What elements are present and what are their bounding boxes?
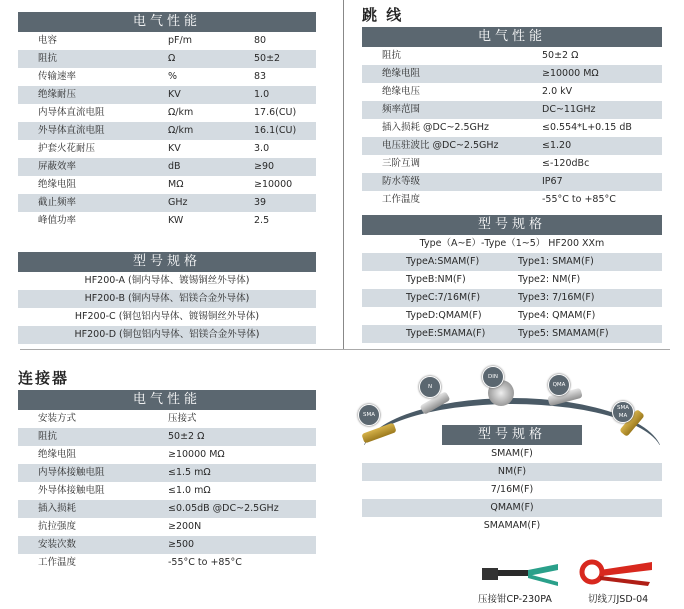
connector-param-value: ≤1.0 mΩ: [168, 485, 211, 496]
jumper-type-left: TypeD:QMAM(F): [406, 310, 482, 321]
cable-model-row: [18, 308, 316, 326]
jumper-electrical-row: [362, 173, 662, 191]
jumper-type-right: Type2: NM(F): [518, 274, 581, 285]
cable-electrical-header: 电气性能: [18, 12, 316, 32]
connector-electrical-row: [18, 554, 316, 572]
connector-model-header: 型号规格: [442, 425, 582, 445]
jumper-param-name: 阻抗: [382, 50, 402, 61]
cable-param-name: 电容: [38, 35, 58, 46]
jumper-param-name: 绝缘电阻: [382, 68, 421, 79]
connector-electrical-table: [18, 410, 316, 572]
cable-param-unit: KW: [168, 215, 184, 226]
cable-param-value: 83: [254, 71, 267, 82]
vertical-divider: [343, 0, 344, 350]
cable-electrical-row: [18, 32, 316, 50]
cable-model-row: [18, 272, 316, 290]
qma-badge: QMA: [548, 374, 570, 396]
cable-param-name: 截止频率: [38, 197, 77, 208]
jumper-model-panel: [362, 215, 662, 343]
connector-model-text: NM(F): [497, 466, 527, 477]
jumper-param-name: 频率范围: [382, 104, 421, 115]
cable-param-unit: %: [168, 71, 178, 82]
jumper-electrical-row: [362, 65, 662, 83]
cable-model-row: [18, 290, 316, 308]
connector-param-name: 内导体接触电阻: [38, 467, 105, 478]
cable-param-unit: Ω: [168, 53, 176, 64]
jumper-param-name: 电压驻波比 @DC~2.5GHz: [382, 140, 499, 151]
jumper-electrical-row: [362, 47, 662, 65]
cable-model-panel: [18, 252, 316, 344]
cable-param-value: 1.0: [254, 89, 270, 100]
jumper-electrical-panel: [362, 27, 662, 209]
jumper-electrical-row: [362, 155, 662, 173]
cable-electrical-row: [18, 140, 316, 158]
jumper-param-value: DC~11GHz: [542, 104, 596, 115]
jumper-type-right: Type3: 7/16M(F): [518, 292, 595, 303]
cable-cutter-label: 切线刀JSD-04: [588, 594, 649, 605]
cable-param-value: 50±2: [254, 53, 281, 64]
connector-param-name: 外导体接触电阻: [38, 485, 105, 496]
connector-electrical-header: 电气性能: [18, 390, 316, 410]
connector-electrical-row: [18, 428, 316, 446]
cable-electrical-row: [18, 122, 316, 140]
cable-electrical-row: [18, 50, 316, 68]
connector-model-row: [362, 463, 662, 481]
jumper-type-table: [362, 253, 662, 343]
cable-param-name: 屏蔽效率: [38, 161, 77, 172]
cable-param-unit: KV: [168, 143, 181, 154]
cable-electrical-row: [18, 158, 316, 176]
connector-model-panel: [362, 425, 662, 535]
horizontal-divider: [20, 349, 670, 350]
connector-param-name: 抗拉强度: [38, 521, 77, 532]
sma-ma-badge: SMA MA: [612, 401, 634, 423]
connector-model-row: [362, 445, 662, 463]
cable-param-unit: pF/m: [168, 35, 192, 46]
jumper-title: 跳 线: [362, 6, 404, 24]
crimp-tool-image: [480, 560, 560, 588]
cable-param-unit: MΩ: [168, 179, 184, 190]
connector-param-name: 安装次数: [38, 539, 77, 550]
jumper-type-left: TypeB:NM(F): [406, 274, 466, 285]
connector-electrical-row: [18, 500, 316, 518]
cable-electrical-row: [18, 176, 316, 194]
din-badge: DIN: [482, 366, 504, 388]
connector-param-value: ≤1.5 mΩ: [168, 467, 211, 478]
connector-param-value: ≥200N: [168, 521, 202, 532]
jumper-model-formula-row: [362, 235, 662, 253]
connector-electrical-row: [18, 536, 316, 554]
connector-electrical-row: [18, 464, 316, 482]
connector-model-text: QMAM(F): [490, 502, 534, 513]
connector-param-value: 50±2 Ω: [168, 431, 205, 442]
cable-param-value: 3.0: [254, 143, 270, 154]
jumper-type-row: [362, 325, 662, 343]
cable-electrical-panel: [18, 12, 316, 230]
cable-param-name: 绝缘耐压: [38, 89, 77, 100]
cable-model-text: HF200-A (铜内导体、镀锡铜丝外导体): [84, 275, 250, 286]
cable-param-unit: Ω/km: [168, 125, 194, 136]
connector-electrical-row: [18, 410, 316, 428]
connector-model-text: SMAMAM(F): [483, 520, 541, 531]
cable-param-unit: Ω/km: [168, 107, 194, 118]
jumper-param-value: 2.0 kV: [542, 86, 573, 97]
jumper-type-row: [362, 307, 662, 325]
connector-model-list: [362, 445, 662, 535]
cable-model-header: 型号规格: [18, 252, 316, 272]
cable-param-unit: KV: [168, 89, 181, 100]
cable-param-name: 护套火花耐压: [38, 143, 96, 154]
cable-cutter-image: [576, 556, 656, 588]
jumper-electrical-row: [362, 137, 662, 155]
connector-model-text: 7/16M(F): [490, 484, 534, 495]
jumper-param-name: 绝缘电压: [382, 86, 421, 97]
cable-param-value: 2.5: [254, 215, 270, 226]
cable-param-name: 外导体直流电阻: [38, 125, 105, 136]
jumper-type-left: TypeE:SMAMA(F): [406, 328, 486, 339]
connector-model-row: [362, 499, 662, 517]
connector-model-row: [362, 481, 662, 499]
jumper-electrical-table: [362, 47, 662, 209]
connector-param-value: 压接式: [168, 413, 197, 424]
connector-param-value: ≤0.05dB @DC~2.5GHz: [168, 503, 279, 514]
cable-param-name: 内导体直流电阻: [38, 107, 105, 118]
cable-param-name: 峰值功率: [38, 215, 77, 226]
cable-electrical-table: [18, 32, 316, 230]
n-badge: N: [419, 376, 441, 398]
jumper-electrical-row: [362, 83, 662, 101]
connector-param-value: ≥10000 MΩ: [168, 449, 225, 460]
cable-model-text: HF200-D (铜包铝内导体、铝镁合金外导体): [74, 329, 260, 340]
cable-param-name: 绝缘电阻: [38, 179, 77, 190]
cable-param-value: 17.6(CU): [254, 107, 297, 118]
cable-param-value: ≥90: [254, 161, 275, 172]
jumper-param-value: ≤-120dBc: [542, 158, 590, 169]
crimp-tool-label: 压接钳CP-230PA: [478, 594, 552, 605]
jumper-param-name: 工作温度: [382, 194, 421, 205]
jumper-param-value: ≤0.554*L+0.15 dB: [542, 122, 632, 133]
cable-model-row: [18, 326, 316, 344]
connector-electrical-row: [18, 482, 316, 500]
jumper-param-name: 防水等级: [382, 176, 421, 187]
jumper-type-right: Type1: SMAM(F): [518, 256, 594, 267]
cable-param-name: 传输速率: [38, 71, 77, 82]
jumper-electrical-row: [362, 191, 662, 209]
jumper-type-row: [362, 289, 662, 307]
connector-model-text: SMAM(F): [491, 448, 533, 459]
cable-electrical-row: [18, 212, 316, 230]
connector-param-name: 插入损耗: [38, 503, 77, 514]
connector-electrical-panel: [18, 390, 316, 572]
cable-param-value: 39: [254, 197, 267, 208]
jumper-param-value: -55°C to +85°C: [542, 194, 616, 205]
connector-param-value: ≥500: [168, 539, 195, 550]
jumper-param-value: IP67: [542, 176, 563, 187]
jumper-param-value: 50±2 Ω: [542, 50, 579, 61]
jumper-param-name: 三阶互调: [382, 158, 421, 169]
cable-electrical-row: [18, 194, 316, 212]
cable-electrical-row: [18, 68, 316, 86]
connector-param-value: -55°C to +85°C: [168, 557, 242, 568]
connector-electrical-row: [18, 518, 316, 536]
connector-param-name: 阻抗: [38, 431, 58, 442]
cable-model-list: [18, 272, 316, 344]
cable-param-unit: dB: [168, 161, 181, 172]
connector-title: 连接器: [18, 369, 70, 387]
cable-param-name: 阻抗: [38, 53, 58, 64]
connector-param-name: 安装方式: [38, 413, 77, 424]
cable-param-value: 80: [254, 35, 267, 46]
cable-electrical-row: [18, 86, 316, 104]
cable-param-value: ≥10000: [254, 179, 293, 190]
jumper-type-right: Type4: QMAM(F): [518, 310, 596, 321]
cable-electrical-row: [18, 104, 316, 122]
cable-model-text: HF200-B (铜内导体、铝镁合金外导体): [84, 293, 250, 304]
jumper-type-left: TypeA:SMAM(F): [406, 256, 480, 267]
jumper-type-row: [362, 253, 662, 271]
jumper-type-row: [362, 271, 662, 289]
jumper-model-header: 型号规格: [362, 215, 662, 235]
connector-param-name: 工作温度: [38, 557, 77, 568]
connector-electrical-row: [18, 446, 316, 464]
jumper-model-formula: Type（A~E）-Type（1~5） HF200 XXm: [419, 238, 605, 249]
jumper-param-value: ≥10000 MΩ: [542, 68, 599, 79]
jumper-electrical-row: [362, 101, 662, 119]
jumper-electrical-row: [362, 119, 662, 137]
jumper-param-name: 插入损耗 @DC~2.5GHz: [382, 122, 490, 133]
connector-param-name: 绝缘电阻: [38, 449, 77, 460]
jumper-electrical-header: 电气性能: [362, 27, 662, 47]
cable-model-text: HF200-C (铜包铝内导体、镀锡铜丝外导体): [74, 311, 260, 322]
cable-param-value: 16.1(CU): [254, 125, 297, 136]
connector-model-row: [362, 517, 662, 535]
jumper-type-left: TypeC:7/16M(F): [406, 292, 481, 303]
jumper-param-value: ≤1.20: [542, 140, 572, 151]
sma-badge: SMA: [358, 404, 380, 426]
jumper-type-right: Type5: SMAMAM(F): [518, 328, 609, 339]
cable-param-unit: GHz: [168, 197, 188, 208]
